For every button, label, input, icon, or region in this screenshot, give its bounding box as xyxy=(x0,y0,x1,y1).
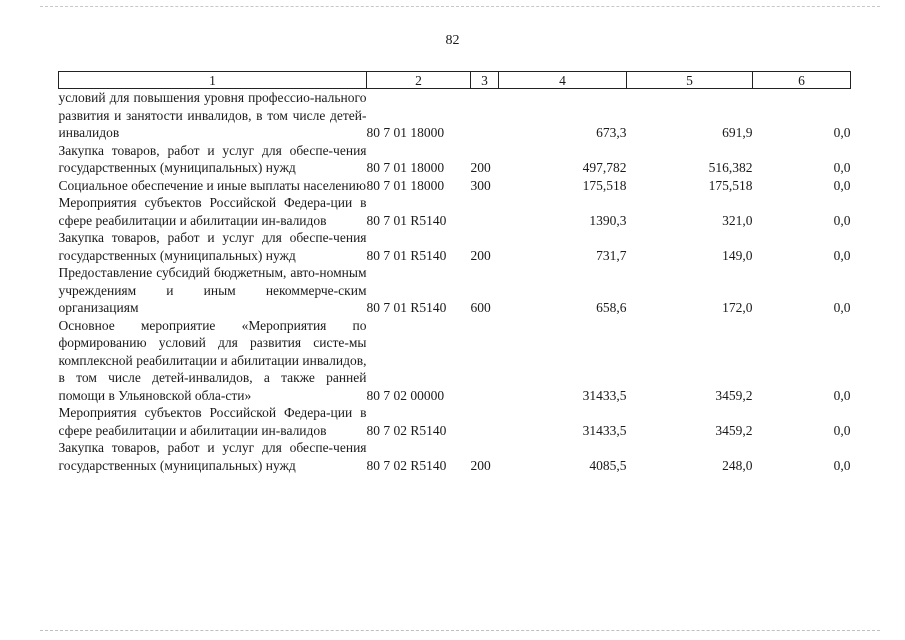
row-expense-type: 300 xyxy=(470,177,491,193)
row-code: 80 7 01 R5140 xyxy=(366,300,447,315)
table-row xyxy=(59,404,851,439)
row-value-col4: 673,3 xyxy=(596,125,627,140)
row-value-col6: 0,0 xyxy=(833,160,851,175)
row-value-col4: 497,782 xyxy=(582,160,627,175)
row-value-col4: 658,6 xyxy=(596,300,627,315)
row-code: 80 7 01 18000 xyxy=(366,125,445,140)
column-header: 4 xyxy=(499,72,627,89)
row-value-col5: 149,0 xyxy=(722,247,753,263)
row-expense-type xyxy=(471,317,499,405)
row-code: 80 7 01 R5140 xyxy=(366,212,447,228)
row-value-col4: 31433,5 xyxy=(582,422,627,438)
row-expense-type: 200 xyxy=(470,160,491,175)
table-row xyxy=(59,264,851,317)
row-expense-type xyxy=(471,404,499,439)
row-code: 80 7 02 R5140 xyxy=(366,422,447,438)
row-value-col6: 0,0 xyxy=(833,457,851,473)
row-description: Закупка товаров, работ и услуг для обеспе-чения государственных (муниципальных) нужд xyxy=(58,230,367,263)
row-value-col6: 0,0 xyxy=(833,247,851,263)
row-description: Закупка товаров, работ и услуг для обеспе-чения государственных (муниципальных) нужд xyxy=(58,142,367,175)
row-value-col6: 0,0 xyxy=(833,422,851,438)
row-expense-type xyxy=(471,89,499,142)
row-value-col4: 4085,5 xyxy=(589,457,627,473)
row-value-col5: 691,9 xyxy=(722,125,753,140)
row-value-col4: 31433,5 xyxy=(582,387,627,403)
row-code: 80 7 01 18000 xyxy=(366,177,445,193)
column-header: 3 xyxy=(471,72,499,89)
row-value-col5: 248,0 xyxy=(722,457,753,473)
row-description: Социальное обеспечение и иные выплаты населению xyxy=(58,177,366,193)
row-value-col5: 321,0 xyxy=(722,212,753,228)
page-number: 82 xyxy=(445,33,460,48)
row-description: Закупка товаров, работ и услуг для обеспе-чения государственных (муниципальных) нужд xyxy=(58,440,367,473)
row-value-col6: 0,0 xyxy=(833,177,851,193)
row-description: условий для повышения уровня профессио-нального развития и занятости инвалидов, в том числе детей-инвалидов xyxy=(58,90,367,140)
table-row xyxy=(59,89,851,142)
row-description: Мероприятия субъектов Российской Федера-ции в сфере реабилитации и абилитации ин-валидов xyxy=(58,195,367,228)
row-value-col6: 0,0 xyxy=(833,387,851,403)
column-header: 2 xyxy=(367,72,471,89)
row-expense-type xyxy=(471,194,499,229)
row-value-col5: 175,518 xyxy=(708,177,753,193)
row-code: 80 7 02 00000 xyxy=(366,387,445,403)
table-row xyxy=(59,439,851,474)
scan-edge-top xyxy=(40,6,880,8)
row-code: 80 7 02 R5140 xyxy=(366,457,447,473)
row-value-col5: 172,0 xyxy=(722,300,753,315)
header-row xyxy=(59,72,851,89)
budget-table xyxy=(58,71,851,474)
row-code: 80 7 01 R5140 xyxy=(366,247,447,263)
row-value-col4: 1390,3 xyxy=(589,212,627,228)
row-expense-type: 600 xyxy=(470,300,491,315)
table-body xyxy=(59,89,851,475)
column-header: 5 xyxy=(627,72,753,89)
column-header: 6 xyxy=(753,72,851,89)
table-row xyxy=(59,142,851,177)
row-value-col5: 3459,2 xyxy=(715,422,753,438)
table-row xyxy=(59,229,851,264)
column-header: 1 xyxy=(59,72,367,89)
table-row xyxy=(59,317,851,405)
row-description: Основное мероприятие «Мероприятия по формированию условий для развития систе-мы комплексной реабилитации и абилитации инвалидов, в том числе детей-инвалидов, а также ранней помощи в Ульяновской обла-сти» xyxy=(58,317,367,403)
table-row xyxy=(59,177,851,195)
row-value-col5: 516,382 xyxy=(708,160,753,175)
row-expense-type: 200 xyxy=(470,457,491,473)
scan-edge-bottom xyxy=(40,630,880,632)
row-value-col5: 3459,2 xyxy=(715,387,753,403)
row-value-col4: 175,518 xyxy=(582,177,627,193)
table-row xyxy=(59,194,851,229)
row-value-col6: 0,0 xyxy=(833,212,851,228)
row-description: Предоставление субсидий бюджетным, авто-номным учреждениям и иным некоммерче-ским организациям xyxy=(58,265,367,315)
row-description: Мероприятия субъектов Российской Федера-ции в сфере реабилитации и абилитации ин-валидов xyxy=(58,405,367,438)
row-code: 80 7 01 18000 xyxy=(366,160,445,175)
table-header xyxy=(59,72,851,89)
row-expense-type: 200 xyxy=(470,247,491,263)
row-value-col4: 731,7 xyxy=(596,247,627,263)
row-value-col6: 0,0 xyxy=(833,300,851,315)
row-value-col6: 0,0 xyxy=(833,125,851,140)
